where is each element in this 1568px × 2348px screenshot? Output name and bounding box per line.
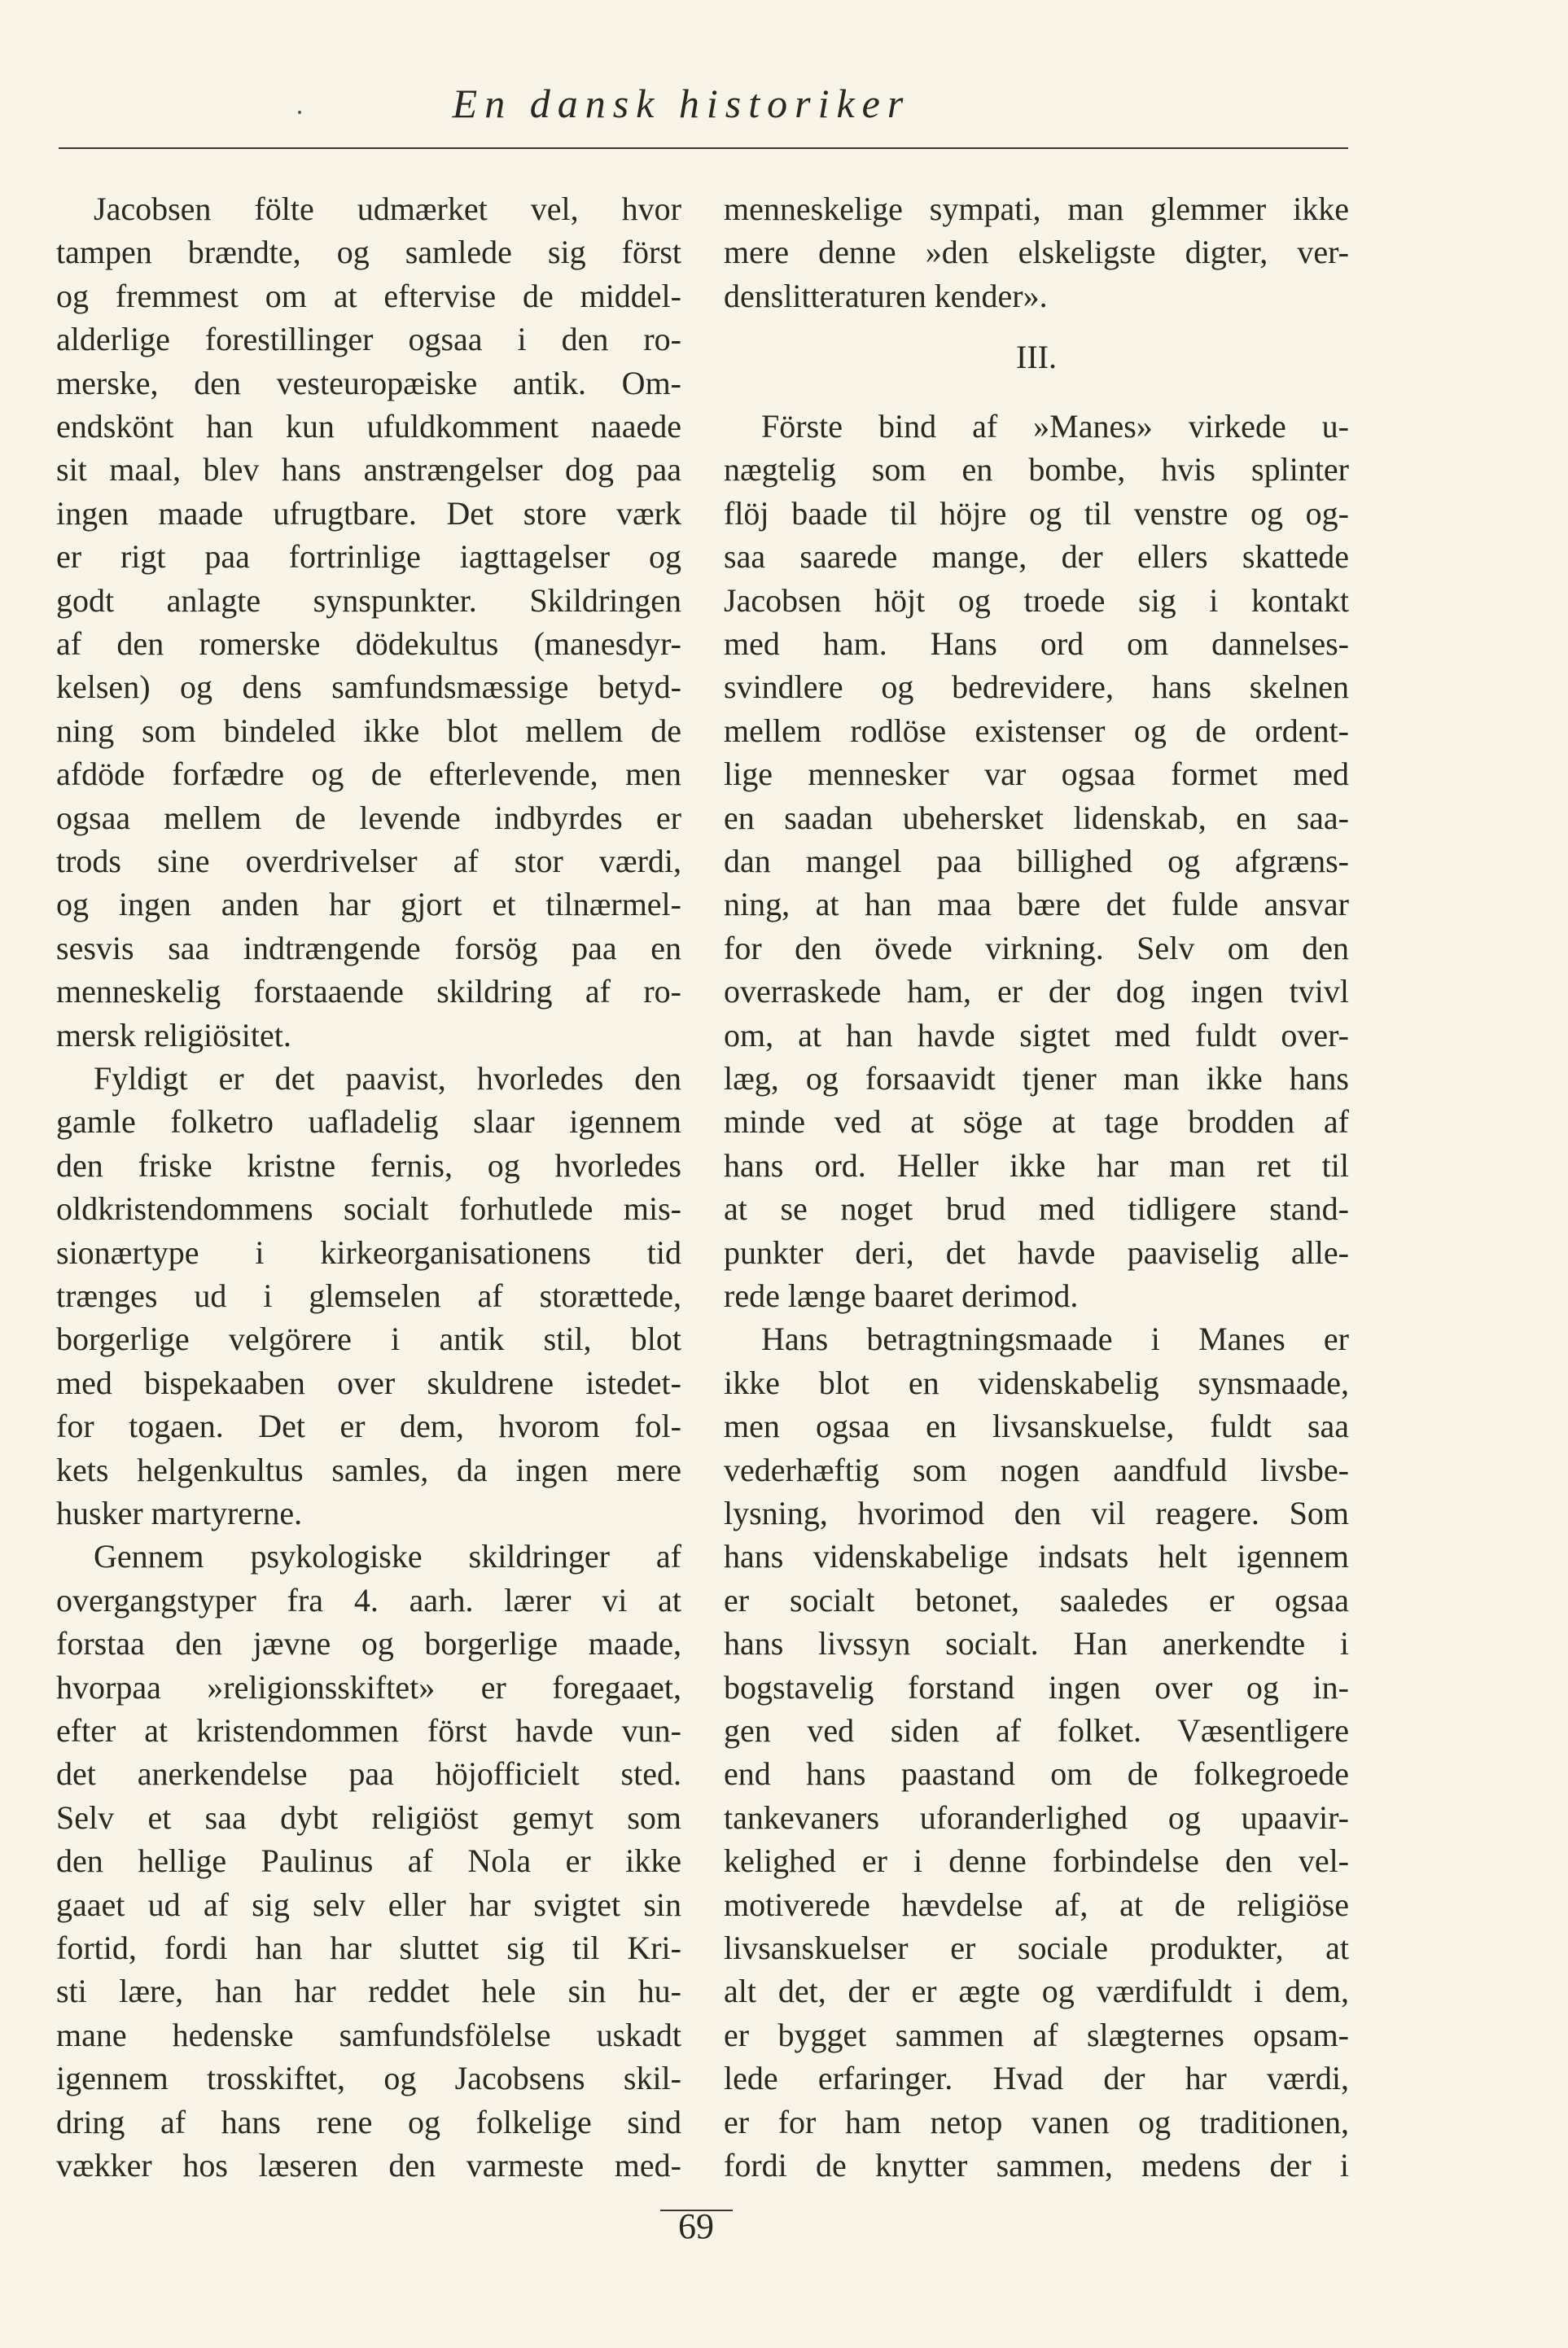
- text-line: lysning, hvorimod den vil reagere. Som: [724, 1495, 1349, 1531]
- page-number: 69: [678, 2206, 714, 2246]
- text-line: efter at kristendommen först havde vun-: [56, 1712, 681, 1749]
- text-line: men ogsaa en livsanskuelse, fuldt saa: [724, 1408, 1349, 1445]
- text-line: trænges ud i glemselen af storættede,: [56, 1277, 681, 1314]
- text-line: ning, at han maa bære det fulde ansvar: [724, 886, 1349, 923]
- text-line: kelsen) og dens samfundsmæssige betyd-: [56, 668, 681, 706]
- text-line: bogstavelig forstand ingen over og in-: [724, 1668, 1349, 1706]
- text-line: end hans paastand om de folkegroede: [724, 1755, 1349, 1793]
- text-line: alt det, der er ægte og værdifuldt i dem,: [724, 1973, 1349, 2010]
- text-line: fortid, fordi han har sluttet sig til Kri-: [56, 1930, 681, 1966]
- text-line: er bygget sammen af slægternes opsam-: [724, 2016, 1349, 2053]
- text-line: og fremmest om at eftervise de middel-: [56, 277, 681, 314]
- text-line: mellem rodlöse existenser og de ordent-: [724, 712, 1349, 749]
- text-line: med ham. Hans ord om dannelses-: [724, 625, 1349, 662]
- text-line: denslitteraturen kender».: [724, 277, 1048, 314]
- text-line: er rigt paa fortrinlige iagttagelser og: [56, 538, 681, 576]
- text-line: borgerlige velgörere i antik stil, blot: [56, 1321, 681, 1358]
- text-line: ingen maade ufrugtbare. Det store værk: [56, 494, 681, 532]
- text-line: Selv et saa dybt religiöst gemyt som: [56, 1798, 681, 1836]
- text-line: er socialt betonet, saaledes er ogsaa: [724, 1581, 1349, 1619]
- text-line: sit maal, blev hans anstrængelser dog paa: [56, 451, 681, 488]
- text-line: menneskelig forstaaende skildring af ro-: [56, 973, 681, 1010]
- text-line: alderlige forestillinger ogsaa i den ro-: [56, 321, 681, 358]
- text-line: oldkristendommens socialt forhutlede mis-: [56, 1190, 681, 1228]
- text-line: hvorpaa »religionsskiftet» er foregaaet,: [56, 1668, 681, 1706]
- text-line: hans livssyn socialt. Han anerkendte i: [724, 1625, 1349, 1662]
- text-line: hans ord. Heller ikke har man ret til: [724, 1146, 1349, 1184]
- text-line: overraskede ham, er der dog ingen tvivl: [724, 973, 1349, 1010]
- text-line: merske, den vesteuropæiske antik. Om-: [56, 364, 681, 401]
- text-line: af den romerske dödekultus (manesdyr-: [56, 625, 681, 662]
- text-line: mersk religiösitet.: [56, 1016, 291, 1054]
- text-line: om, at han havde sigtet med fuldt over-: [724, 1016, 1349, 1054]
- text-line: mane hedenske samfundsfölelse uskadt: [56, 2016, 681, 2053]
- text-line: Fyldigt er det paavist, hvorledes den: [94, 1060, 681, 1097]
- text-line: flöj baade til höjre og til venstre og og-: [724, 494, 1349, 532]
- text-line: minde ved at söge at tage brodden af: [724, 1103, 1349, 1141]
- text-line: svindlere og bedrevidere, hans skelnen: [724, 668, 1349, 706]
- text-line: hans videnskabelige indsats helt igennem: [724, 1538, 1349, 1575]
- text-line: ning som bindeled ikke blot mellem de: [56, 712, 681, 749]
- text-line: motiverede hævdelse af, at de religiöse: [724, 1886, 1349, 1923]
- text-line: for den övede virkning. Selv om den: [724, 929, 1349, 966]
- text-line: og ingen anden har gjort et tilnærmel-: [56, 886, 681, 923]
- text-line: overgangstyper fra 4. aarh. lærer vi at: [56, 1581, 681, 1619]
- text-line: for togaen. Det er dem, hvorom fol-: [56, 1408, 681, 1445]
- text-line: husker martyrerne.: [56, 1495, 303, 1531]
- section-heading: III.: [1016, 338, 1057, 375]
- text-line: gen ved siden af folket. Væsentligere: [724, 1712, 1349, 1749]
- text-line: igennem trosskiftet, og Jacobsens skil-: [56, 2060, 681, 2097]
- text-line: nægtelig som en bombe, hvis splinter: [724, 451, 1349, 488]
- text-line: er for ham netop vanen og traditionen,: [724, 2103, 1349, 2140]
- text-line: Förste bind af »Manes» virkede u-: [761, 408, 1349, 445]
- text-line: dring af hans rene og folkelige sind: [56, 2103, 681, 2140]
- text-line: Hans betragtningsmaade i Manes er: [761, 1321, 1349, 1358]
- running-header-title: En dansk historiker: [452, 81, 911, 126]
- text-line: forstaa den jævne og borgerlige maade,: [56, 1625, 681, 1662]
- text-line: mere denne »den elskeligste digter, ver-: [724, 234, 1349, 271]
- text-line: livsanskuelser er sociale produkter, at: [724, 1930, 1349, 1966]
- text-line: endskönt han kun ufuldkomment naaede: [56, 408, 681, 445]
- text-line: sti lære, han har reddet hele sin hu-: [56, 1973, 681, 2010]
- text-line: afdöde forfædre og de efterlevende, men: [56, 756, 681, 793]
- text-line: læg, og forsaavidt tjener man ikke hans: [724, 1060, 1349, 1097]
- text-line: Jacobsen fölte udmærket vel, hvor: [94, 191, 681, 227]
- header-rule: [59, 147, 1348, 149]
- text-line: saa saarede mange, der ellers skattede: [724, 538, 1349, 576]
- text-line: en saadan ubehersket lidenskab, en saa-: [724, 799, 1349, 836]
- text-line: lige mennesker var ogsaa formet med: [724, 756, 1349, 793]
- text-line: ogsaa mellem de levende indbyrdes er: [56, 799, 681, 836]
- text-line: vækker hos læseren den varmeste med-: [56, 2147, 681, 2184]
- text-line: tampen brændte, og samlede sig först: [56, 234, 681, 271]
- text-line: gaaet ud af sig selv eller har svigtet sin: [56, 1886, 681, 1923]
- text-line: Gennem psykologiske skildringer af: [94, 1538, 681, 1575]
- text-line: den hellige Paulinus af Nola er ikke: [56, 1842, 681, 1880]
- text-line: kets helgenkultus samles, da ingen mere: [56, 1451, 681, 1488]
- text-line: Jacobsen höjt og troede sig i kontakt: [724, 581, 1349, 619]
- text-line: dan mangel paa billighed og afgræns-: [724, 843, 1349, 879]
- text-line: ikke blot en videnskabelig synsmaade,: [724, 1364, 1349, 1401]
- text-line: tankevaners uforanderlighed og upaavir-: [724, 1798, 1349, 1836]
- text-line: kelighed er i denne forbindelse den vel-: [724, 1842, 1349, 1880]
- text-line: med bispekaaben over skuldrene istedet-: [56, 1364, 681, 1401]
- text-line: godt anlagte synspunkter. Skildringen: [56, 581, 681, 619]
- text-line: rede længe baaret derimod.: [724, 1277, 1079, 1314]
- text-line: trods sine overdrivelser af stor værdi,: [56, 843, 681, 879]
- text-line: at se noget brud med tidligere stand-: [724, 1190, 1349, 1228]
- text-line: sesvis saa indtrængende forsög paa en: [56, 929, 681, 966]
- text-line: det anerkendelse paa höjofficielt sted.: [56, 1755, 681, 1793]
- text-line: punkter deri, det havde paaviselig alle-: [724, 1233, 1349, 1271]
- text-line: vederhæftig som nogen aandfuld livsbe-: [724, 1451, 1349, 1488]
- text-line: menneskelige sympati, man glemmer ikke: [724, 191, 1349, 227]
- text-line: fordi de knytter sammen, medens der i: [724, 2147, 1349, 2184]
- text-line: lede erfaringer. Hvad der har værdi,: [724, 2060, 1349, 2097]
- text-line: den friske kristne fernis, og hvorledes: [56, 1146, 681, 1184]
- text-line: sionærtype i kirkeorganisationens tid: [56, 1233, 681, 1271]
- text-line: gamle folketro uafladelig slaar igennem: [56, 1103, 681, 1141]
